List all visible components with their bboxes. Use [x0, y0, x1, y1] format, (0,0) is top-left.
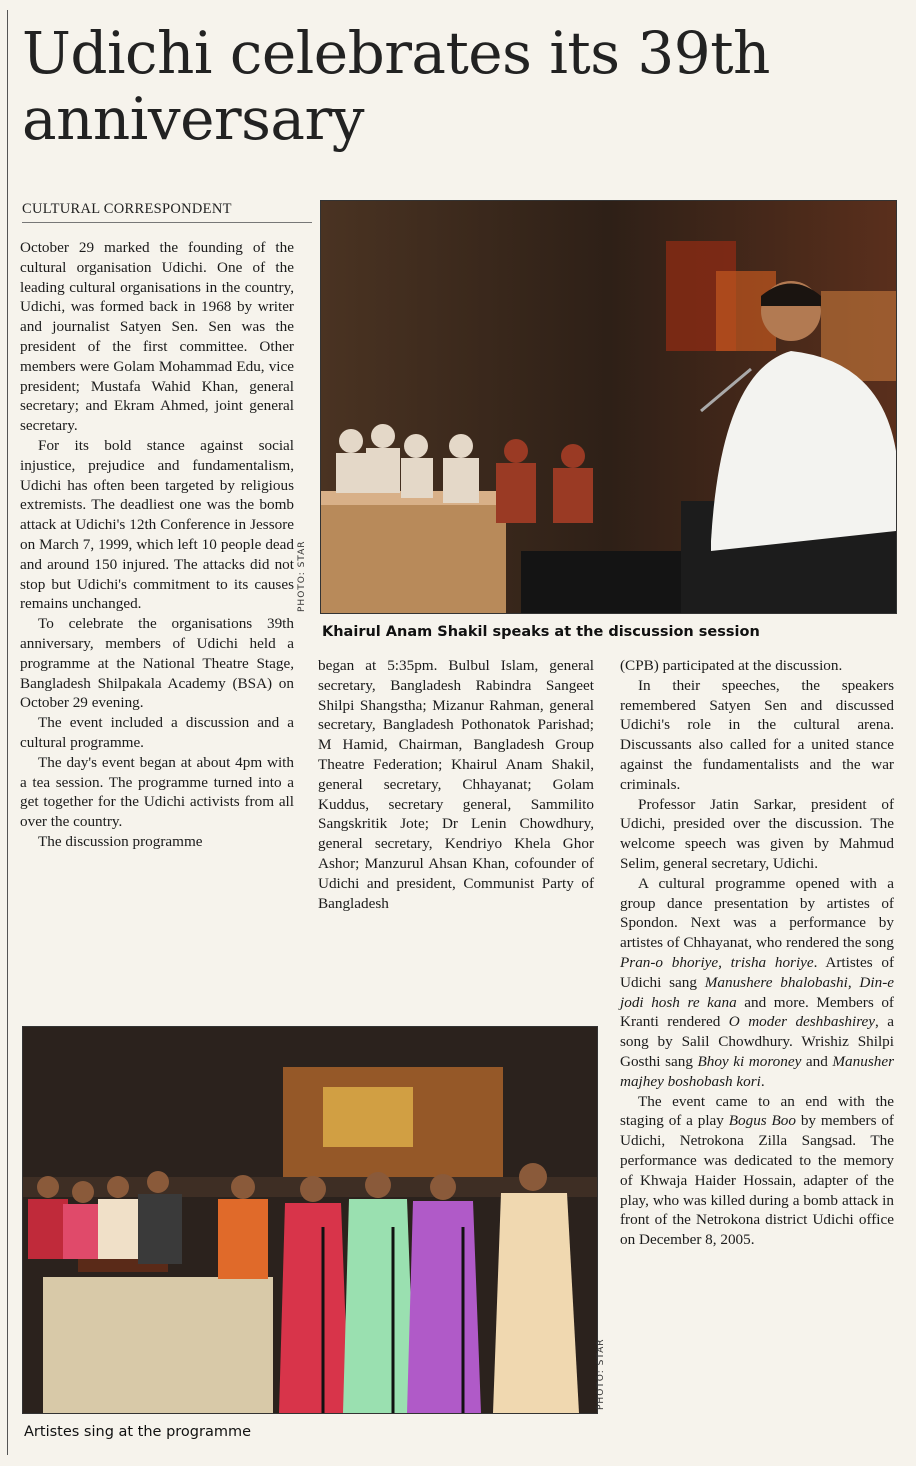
byline: CULTURAL CORRESPONDENT — [22, 201, 232, 217]
text-run: and — [801, 1052, 833, 1070]
article-column-1 — [20, 238, 294, 852]
left-column-rule — [7, 10, 8, 1455]
paragraph: The day's event began at about 4pm with a tea session. The programme turned into a get together for the Udichi activists from all over the country. — [20, 753, 294, 831]
paragraph: In their speeches, the speakers remembered Satyen Sen and discussed Udichi's role in the cultural arena. Discussants also called for a united stance against the fundamentalists and the war criminals. — [620, 676, 894, 793]
text-run: by members of Udichi, Netrokona Zilla Sangsad. The performance was dedicated to the memory of Khwaja Haider Hossain, adapter of the play, who was killed during a bomb attack in front of the Netrokona district Udichi office on December 8, 2005. — [620, 1112, 894, 1249]
text-run: . — [760, 1072, 765, 1090]
photo-artistes-singing — [22, 1026, 598, 1414]
byline-rule — [22, 222, 312, 223]
text-run: and more. Members of Kranti rendered — [620, 993, 894, 1031]
photo-caption: Khairul Anam Shakil speaks at the discussion session — [322, 624, 760, 640]
text-run: The event came to an end with the staging of a play — [620, 1092, 894, 1130]
photo-caption: Artistes sing at the programme — [24, 1424, 252, 1440]
song-title: Manusher majhey boshobash kori — [620, 1052, 894, 1090]
speaker-photo-illustration — [321, 201, 896, 613]
singers-photo-illustration — [23, 1027, 597, 1413]
paragraph: To celebrate the organisations 39th anniversary, members of Udichi held a programme at the National Theatre Stage, Bangladesh Shilpakala Academy (BSA) on October 29 evening. — [20, 615, 294, 712]
text-run: , a song by Salil Chowdhury. Wrishiz Shilpi Gosthi sang — [620, 1013, 895, 1070]
photo-credit: PHOTO: STAR — [297, 540, 307, 612]
paragraph: October 29 marked the founding of the cultural organisation Udichi. One of the leading cultural organisations in the country, Udichi, was formed back in 1968 by writer and journalist Satyen Sen. Sen was the president of the first committee. Other members were Golam Mohammad Edu, vice president; Mustafa Wahid Khan, general secretary; and Ekram Ahmed, joint general secretary. — [20, 239, 294, 435]
article-column-2 — [318, 656, 594, 913]
paragraph: (CPB) participated at the discussion. — [620, 657, 843, 674]
photo-speaker-at-podium — [320, 200, 897, 614]
song-title: O moder deshbashirey — [728, 1013, 876, 1031]
photo-credit: PHOTO: STAR — [596, 1338, 606, 1410]
song-title: Manushere bhalobashi — [704, 973, 848, 991]
article-column-3 — [620, 656, 894, 1250]
paragraph: began at 5:35pm. Bulbul Islam, general secretary, Bangladesh Rabindra Sangeet Shilpi Shangstha; Mizanur Rahman, general secretary, Bangladesh Pothonatok Parishad; M Hamid, Chairman, Bangladesh Group Theatre Federation; Khairul Anam Shakil, general secretary, Chhayanat; Golam Kuddus, secretary general, Sammilito Sangskritik Jote; Dr Lenin Chowdhury, general secretary, Kendriyo Khela Ghor Ashor; Manzurul Ahsan Khan, cofounder of Udichi and president, Communist Party of Bangladesh — [318, 657, 594, 912]
song-title: Din-e jodi hosh re kana — [620, 973, 894, 1011]
paragraph: Professor Jatin Sarkar, president of Udichi, presided over the discussion. The welcome speech was given by Mahmud Selim, general secretary, Udichi. — [620, 795, 894, 872]
text-run: , — [847, 973, 860, 991]
paragraph — [620, 1092, 894, 1250]
article-headline: Udichi celebrates its 39th anniversary — [22, 19, 770, 153]
paragraph: For its bold stance against social injustice, prejudice and fundamentalism, Udichi has often been targeted by religious extremists. The deadliest one was the bomb attack at Udichi's 12th Conference in Jessore on March 7, 1999, which left 10 people dead and around 150 injured. The attacks did not stop but Udichi's commitment to its causes remains unchanged. — [20, 436, 294, 613]
text-run: . Artistes of Udichi sang — [620, 953, 894, 991]
play-title: Bogus Boo — [728, 1112, 796, 1130]
text-run: A cultural programme opened with a group dance presentation by artistes of Spondon. Next was a performance by artistes of Chhayanat, who rendered the song — [620, 874, 894, 952]
song-title: Pran-o bhoriye, trisha horiye — [620, 953, 814, 971]
song-title: Bhoy ki moroney — [697, 1052, 802, 1070]
paragraph: The event included a discussion and a cultural programme. — [20, 714, 294, 751]
paragraph — [620, 874, 894, 1092]
paragraph: The discussion programme — [38, 832, 203, 850]
